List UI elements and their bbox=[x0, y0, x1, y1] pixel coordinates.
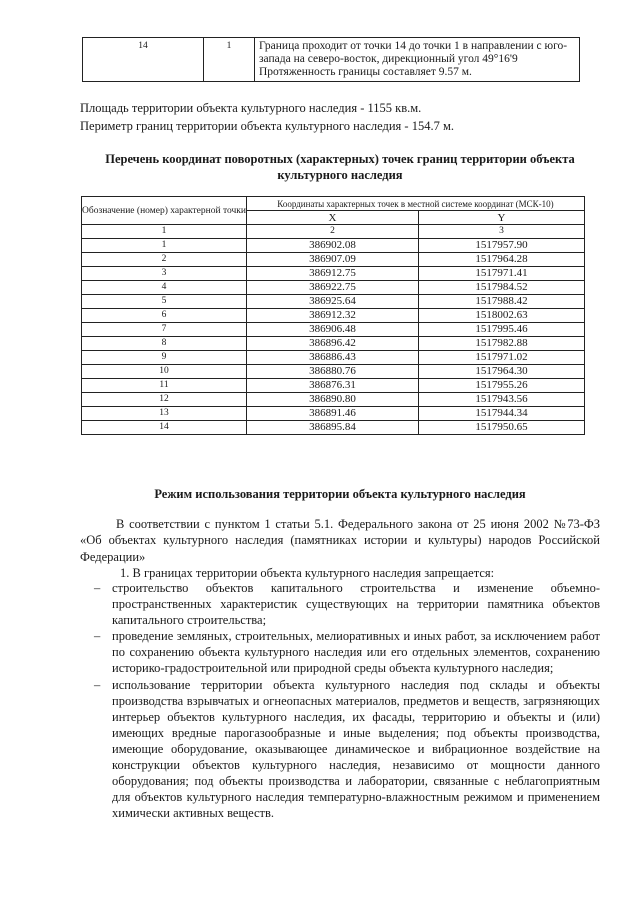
point-number-cell: 7 bbox=[82, 323, 247, 337]
x-coordinate-cell: 386922.75 bbox=[247, 281, 419, 295]
y-coordinate-cell: 1517995.46 bbox=[419, 323, 585, 337]
list-item bbox=[80, 628, 600, 676]
column-number-row bbox=[82, 225, 585, 239]
dash-bullet: – bbox=[94, 677, 101, 692]
x-header: X bbox=[247, 211, 419, 225]
perimeter-text: Периметр границ территории объекта культурного наследия - 154.7 м. bbox=[80, 119, 454, 133]
x-coordinate-cell: 386925.64 bbox=[247, 295, 419, 309]
x-coordinate-cell: 386886.43 bbox=[247, 351, 419, 365]
point-number-cell: 11 bbox=[82, 379, 247, 393]
table-row bbox=[82, 393, 585, 407]
law-reference-paragraph: В соответствии с пунктом 1 статьи 5.1. Федерального закона от 25 июня 2002 №73-ФЗ «Об объектах культурного наследия (памятниках истории и культуры) народов Российской Федерации» bbox=[80, 517, 600, 564]
y-coordinate-cell: 1517964.30 bbox=[419, 365, 585, 379]
point-number-cell: 5 bbox=[82, 295, 247, 309]
prohibition-intro: 1. В границах территории объекта культурного наследия запрещается: bbox=[120, 566, 495, 580]
list-item-text: строительство объектов капитального строительства и изменение объемно-пространственных характеристик существующих на территории памятника объектов капитального строительства; bbox=[112, 581, 600, 628]
table-header-row bbox=[82, 197, 585, 211]
y-coordinate-cell: 1517955.26 bbox=[419, 379, 585, 393]
table-row bbox=[82, 351, 585, 365]
list-item bbox=[80, 677, 600, 822]
coordinates-heading: Перечень координат поворотных (характерных) точек границ территории объекта культурного наследия bbox=[105, 152, 575, 182]
dash-bullet: – bbox=[94, 629, 101, 644]
coordinates-table bbox=[81, 196, 585, 435]
table-row bbox=[82, 421, 585, 435]
to-point-cell: 1 bbox=[204, 38, 255, 82]
table-row bbox=[82, 267, 585, 281]
table-row bbox=[82, 337, 585, 351]
point-number-cell: 14 bbox=[82, 421, 247, 435]
table-row bbox=[82, 365, 585, 379]
table-row bbox=[82, 253, 585, 267]
point-number-header: Обозначение (номер) характерной точки bbox=[82, 197, 247, 225]
x-coordinate-cell: 386896.42 bbox=[247, 337, 419, 351]
point-number-cell: 4 bbox=[82, 281, 247, 295]
y-header: Y bbox=[419, 211, 585, 225]
boundary-description-table bbox=[82, 37, 580, 82]
x-coordinate-cell: 386902.08 bbox=[247, 239, 419, 253]
y-coordinate-cell: 1517944.34 bbox=[419, 407, 585, 421]
point-number-cell: 3 bbox=[82, 267, 247, 281]
y-coordinate-cell: 1517984.52 bbox=[419, 281, 585, 295]
column-number: 2 bbox=[247, 225, 419, 239]
point-number-cell: 1 bbox=[82, 239, 247, 253]
point-number-cell: 6 bbox=[82, 309, 247, 323]
x-coordinate-cell: 386907.09 bbox=[247, 253, 419, 267]
list-item bbox=[80, 580, 600, 628]
y-coordinate-cell: 1517943.56 bbox=[419, 393, 585, 407]
coordinates-header: Координаты характерных точек в местной системе координат (МСК-10) bbox=[247, 197, 585, 211]
regime-heading: Режим использования территории объекта культурного наследия bbox=[154, 487, 526, 501]
y-coordinate-cell: 1517971.41 bbox=[419, 267, 585, 281]
list-item-text: проведение земляных, строительных, мелиоративных и иных работ, за исключением работ по сохранению объекта культурного наследия или его отдельных элементов, сохранению историко-градостроительной или природной среды объекта культурного наследия; bbox=[112, 629, 600, 676]
table-row bbox=[83, 38, 580, 82]
table-row bbox=[82, 379, 585, 393]
point-number-cell: 8 bbox=[82, 337, 247, 351]
point-number-cell: 13 bbox=[82, 407, 247, 421]
column-number: 3 bbox=[419, 225, 585, 239]
x-coordinate-cell: 386912.75 bbox=[247, 267, 419, 281]
x-coordinate-cell: 386891.46 bbox=[247, 407, 419, 421]
table-row bbox=[82, 309, 585, 323]
x-coordinate-cell: 386912.32 bbox=[247, 309, 419, 323]
area-text: Площадь территории объекта культурного наследия - 1155 кв.м. bbox=[80, 101, 422, 115]
from-point-cell: 14 bbox=[83, 38, 204, 82]
point-number-cell: 2 bbox=[82, 253, 247, 267]
point-number-cell: 9 bbox=[82, 351, 247, 365]
point-number-cell: 10 bbox=[82, 365, 247, 379]
y-coordinate-cell: 1517982.88 bbox=[419, 337, 585, 351]
table-row bbox=[82, 281, 585, 295]
column-number: 1 bbox=[82, 225, 247, 239]
x-coordinate-cell: 386906.48 bbox=[247, 323, 419, 337]
y-coordinate-cell: 1517957.90 bbox=[419, 239, 585, 253]
y-coordinate-cell: 1517971.02 bbox=[419, 351, 585, 365]
prohibition-list bbox=[80, 580, 600, 821]
table-row bbox=[82, 323, 585, 337]
y-coordinate-cell: 1517950.65 bbox=[419, 421, 585, 435]
list-item-text: использование территории объекта культурного наследия под склады и объекты производства взрывчатых и огнеопасных материалов, предметов и веществ, загрязняющих интерьер объектов культурного наследия, их фасады, территорию и объекты и (или) имеющих вредные парогазообразные и иные выделения; под объекты производства, имеющие оборудование, оказывающее динамическое и вибрационное воздействие на конструкции объектов культурного наследия, независимо от мощности данного оборудования; под объекты производства и лаборатории, связанные с неблагоприятным для объектов культурного наследия температурно-влажностным режимом и применением химически активных веществ. bbox=[112, 677, 600, 821]
dash-bullet: – bbox=[94, 581, 101, 595]
y-coordinate-cell: 1517964.28 bbox=[419, 253, 585, 267]
point-number-cell: 12 bbox=[82, 393, 247, 407]
x-coordinate-cell: 386895.84 bbox=[247, 421, 419, 435]
x-coordinate-cell: 386876.31 bbox=[247, 379, 419, 393]
boundary-description-cell: Граница проходит от точки 14 до точки 1 в направлении с юго-запада на северо-восток, дирекционный угол 49°16'9 Протяженность границы составляет 9.57 м. bbox=[255, 38, 580, 82]
x-coordinate-cell: 386880.76 bbox=[247, 365, 419, 379]
table-row bbox=[82, 239, 585, 253]
table-row bbox=[82, 407, 585, 421]
table-row bbox=[82, 295, 585, 309]
x-coordinate-cell: 386890.80 bbox=[247, 393, 419, 407]
y-coordinate-cell: 1518002.63 bbox=[419, 309, 585, 323]
y-coordinate-cell: 1517988.42 bbox=[419, 295, 585, 309]
